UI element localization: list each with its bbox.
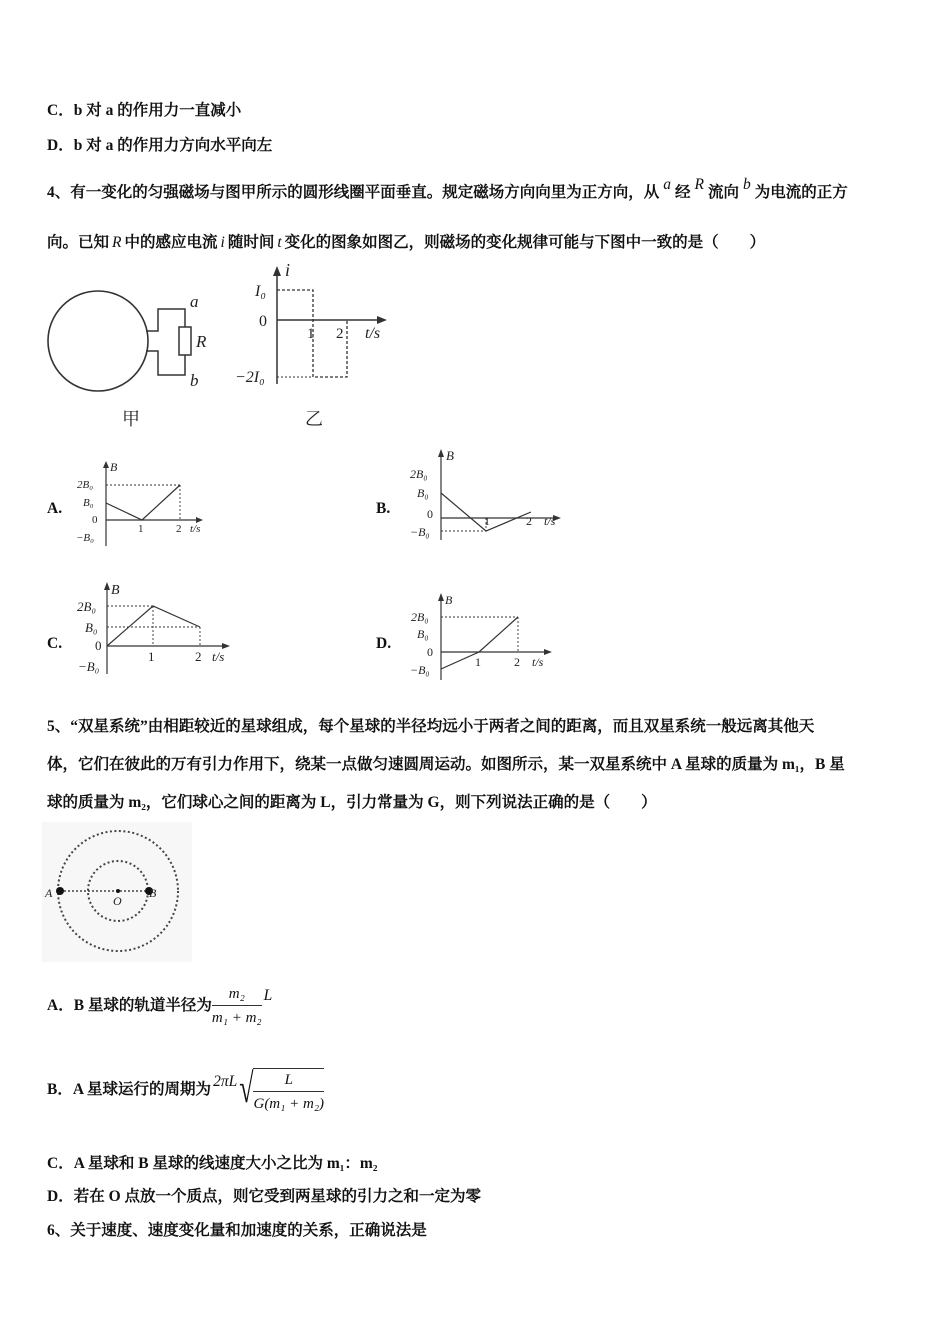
q4-stem-line2 (47, 235, 765, 251)
label-R: R (196, 332, 207, 351)
d-label-zero: 0 (427, 645, 433, 659)
q5-stem-line2: 体，它们在彼此的万有引力作用下，绕某一点做匀速圆周运动。如图所示，某一双星系统中 A 星球的质量为 m₁，B 星 (47, 756, 845, 773)
caption-jia: 甲 (122, 409, 140, 429)
label-center-o: O (113, 894, 122, 908)
q5-double-star-figure (42, 822, 192, 962)
a-label-B0: B₀ (83, 497, 94, 509)
c-label-negB0: −B₀ (78, 659, 100, 674)
q4-var-i: i (220, 234, 225, 251)
q6-stem-line1: 6、关于速度、速度变化量和加速度的关系，正确说法是 (47, 1222, 427, 1239)
q4-stem-text-8: 变化的图象如图乙，则磁场的变化规律可能与下图中一致的是（ ） (284, 234, 766, 251)
a-label-B: B (110, 460, 118, 474)
c-curve (107, 606, 200, 646)
q4-var-b: b (743, 176, 751, 193)
q5-option-a-text: A．B 星球的轨道半径为 (47, 996, 212, 1014)
q5-option-a (47, 985, 272, 1027)
b-label-negB0: −B₀ (410, 525, 430, 539)
b-label-B: B (446, 448, 454, 463)
q5-option-a-fraction (212, 985, 262, 1027)
yi-axis-i: i (285, 262, 291, 280)
c-label-B0: B₀ (85, 620, 98, 635)
q4-option-d-chart (405, 590, 565, 685)
q4-stem-text-7: 随时间 (227, 234, 275, 251)
a-tick-1: 1 (138, 523, 144, 535)
star-a (56, 887, 64, 895)
d-tick-1: 1 (475, 655, 481, 669)
b-tick-2: 2 (526, 514, 532, 528)
a-label-2B0: 2B₀ (77, 479, 94, 491)
b-label-2B0: 2B₀ (410, 467, 428, 481)
caption-yi: 乙 (305, 409, 323, 429)
q4-stem-text-4: 为电流的正方 (754, 184, 848, 201)
coil-circle (48, 291, 148, 391)
q4-stem-text-2: 经 (675, 184, 691, 201)
yi-label-zero: 0 (259, 313, 267, 330)
sqrt-icon: √ (239, 1065, 254, 1112)
yi-label-I0: I₀ (255, 283, 266, 300)
label-star-a: A (45, 886, 53, 900)
d-label-B0: B₀ (417, 627, 429, 641)
q5-option-b (47, 1065, 325, 1113)
yi-label-neg2I0: −2I₀ (235, 369, 265, 386)
figure-yi-current-graph (235, 262, 405, 432)
d-x-arrow (544, 649, 552, 655)
q4-option-a-chart (72, 458, 217, 553)
q4-stem-text-6: 中的感应电流 (124, 234, 218, 251)
q4-var-R: R (694, 176, 704, 193)
d-label-negB0: −B₀ (410, 663, 430, 677)
q4-var-t: t (277, 234, 282, 251)
q4-option-d-label: D. (376, 635, 392, 652)
yi-tick-2: 2 (336, 326, 344, 342)
d-label-ts: t/s (532, 655, 544, 669)
c-tick-2: 2 (195, 649, 202, 664)
q4-option-b-chart (404, 446, 574, 546)
q3-option-c: C．b 对 a 的作用力一直减小 (47, 102, 242, 119)
a-label-negB0: −B₀ (76, 532, 94, 544)
q4-stem-text-1: 4、有一变化的匀强磁场与图甲所示的圆形线圈平面垂直。规定磁场方向向里为正方向，从 (47, 184, 660, 201)
label-star-b: B (149, 886, 157, 900)
q4-option-c-chart (75, 579, 240, 679)
c-label-ts: t/s (212, 649, 225, 664)
b-label-B0: B₀ (417, 486, 429, 500)
q5-option-a-L: L (263, 986, 273, 1004)
q4-stem-line1 (47, 176, 848, 201)
d-y-arrow (438, 593, 444, 601)
q5-option-a-denominator: m₁ + m₂ (211, 1010, 262, 1026)
d-label-B: B (445, 593, 453, 607)
q5-option-a-numerator: m₂ (212, 985, 262, 1006)
yi-y-arrow (273, 266, 281, 276)
q5-option-b-numerator: L (253, 1071, 324, 1092)
b-tick-1: 1 (484, 514, 490, 528)
resistor (179, 327, 191, 355)
q4-stem-text-3: 流向 (708, 184, 740, 201)
d-tick-2: 2 (514, 655, 520, 669)
q4-var-R2: R (112, 234, 122, 251)
yi-axis-t: t/s (365, 325, 381, 342)
c-y-arrow (104, 582, 110, 590)
q4-stem-text-5: 向。已知 (47, 234, 110, 251)
figure-jia-coil (40, 285, 230, 430)
b-label-zero: 0 (427, 507, 433, 521)
q5-option-b-text: B．A 星球运行的周期为 (47, 1081, 212, 1099)
d-label-2B0: 2B₀ (411, 610, 429, 624)
b-label-ts: t/s (544, 514, 556, 528)
a-tick-2: 2 (176, 523, 182, 535)
q3-option-d: D．b 对 a 的作用力方向水平向左 (47, 137, 273, 154)
b-y-arrow (438, 449, 444, 457)
c-label-B: B (111, 583, 120, 598)
q4-option-c-label: C. (47, 635, 63, 652)
a-label-ts: t/s (190, 523, 201, 535)
yi-tick-1: 1 (307, 326, 315, 342)
q4-option-b-label: B. (376, 500, 391, 517)
q5-option-b-fraction (253, 1068, 324, 1113)
q5-option-d: D．若在 O 点放一个质点，则它受到两星球的引力之和一定为零 (47, 1188, 482, 1205)
c-label-2B0: 2B₀ (77, 599, 96, 614)
label-a: a (190, 292, 199, 311)
q5-option-b-coef: 2πL (213, 1073, 238, 1091)
q5-option-c: C．A 星球和 B 星球的线速度大小之比为 m₁：m₂ (47, 1155, 378, 1172)
yi-x-arrow (377, 316, 387, 324)
a-curve (106, 485, 180, 520)
q4-option-a-label: A. (47, 500, 63, 517)
q4-var-a: a (663, 176, 672, 193)
q5-option-b-denominator: G(m₁ + m₂) (253, 1096, 325, 1112)
q5-stem-line3: 球的质量为 m₂，它们球心之间的距离为 L，引力常量为 G，则下列说法正确的是（ ） (47, 794, 657, 811)
q5-stem-line1: 5、“双星系统”由相距较近的星球组成，每个星球的半径均远小于两者之间的距离，而且双星系统一般远离其他天 (47, 718, 815, 735)
a-label-zero: 0 (92, 514, 98, 526)
label-b: b (190, 371, 199, 390)
a-y-arrow (103, 461, 109, 468)
center-o (116, 889, 120, 893)
c-label-zero: 0 (95, 638, 102, 653)
c-tick-1: 1 (148, 649, 155, 664)
